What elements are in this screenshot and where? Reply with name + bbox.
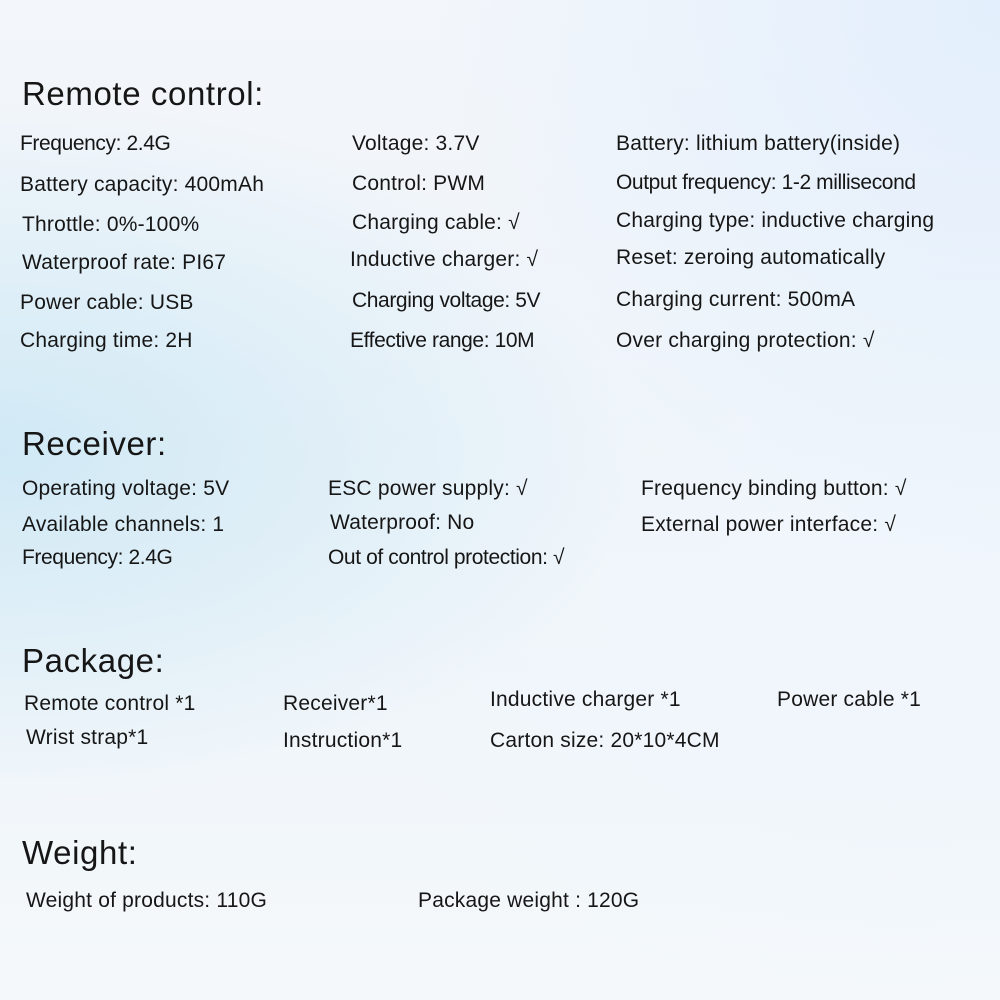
receiver-esc-power-supply: ESC power supply: √	[328, 477, 528, 500]
receiver-out-of-control-protection: Out of control protection: √	[328, 546, 565, 569]
package-wrist-strap: Wrist strap*1	[26, 726, 149, 749]
spec-charging-cable: Charging cable: √	[352, 211, 520, 234]
spec-charging-type: Charging type: inductive charging	[616, 209, 935, 232]
package-carton-size: Carton size: 20*10*4CM	[490, 729, 720, 752]
spec-effective-range: Effective range: 10M	[350, 329, 535, 352]
spec-frequency: Frequency: 2.4G	[20, 132, 171, 155]
spec-waterproof-rate: Waterproof rate: PI67	[22, 251, 227, 274]
package-receiver: Receiver*1	[283, 692, 388, 715]
spec-power-cable: Power cable: USB	[20, 291, 194, 314]
receiver-available-channels: Available channels: 1	[22, 513, 225, 536]
package-instruction: Instruction*1	[283, 729, 403, 752]
receiver-heading: Receiver:	[22, 425, 167, 462]
spec-over-charging-protection: Over charging protection: √	[616, 329, 875, 352]
package-power-cable: Power cable *1	[777, 688, 922, 711]
spec-charging-current: Charging current: 500mA	[616, 288, 856, 311]
remote-control-heading: Remote control:	[22, 75, 264, 112]
spec-reset: Reset: zeroing automatically	[616, 246, 886, 269]
weight-of-products: Weight of products: 110G	[26, 889, 267, 912]
package-remote-control: Remote control *1	[24, 692, 196, 715]
receiver-waterproof: Waterproof: No	[330, 511, 475, 534]
package-weight: Package weight : 120G	[418, 889, 640, 912]
package-inductive-charger: Inductive charger *1	[490, 688, 681, 711]
spec-charging-voltage: Charging voltage: 5V	[352, 289, 541, 312]
receiver-external-power-interface: External power interface: √	[641, 513, 897, 536]
spec-battery-capacity: Battery capacity: 400mAh	[20, 173, 265, 196]
spec-battery: Battery: lithium battery(inside)	[616, 132, 901, 155]
spec-throttle: Throttle: 0%-100%	[22, 213, 200, 236]
spec-inductive-charger: Inductive charger: √	[350, 248, 539, 271]
spec-charging-time: Charging time: 2H	[20, 329, 193, 352]
receiver-frequency-binding-button: Frequency binding button: √	[641, 477, 907, 500]
spec-control: Control: PWM	[352, 172, 486, 195]
receiver-frequency: Frequency: 2.4G	[22, 546, 173, 569]
weight-heading: Weight:	[22, 834, 138, 871]
spec-voltage: Voltage: 3.7V	[352, 132, 480, 155]
package-heading: Package:	[22, 642, 165, 679]
receiver-operating-voltage: Operating voltage: 5V	[22, 477, 230, 500]
spec-output-frequency: Output frequency: 1-2 millisecond	[616, 171, 916, 194]
